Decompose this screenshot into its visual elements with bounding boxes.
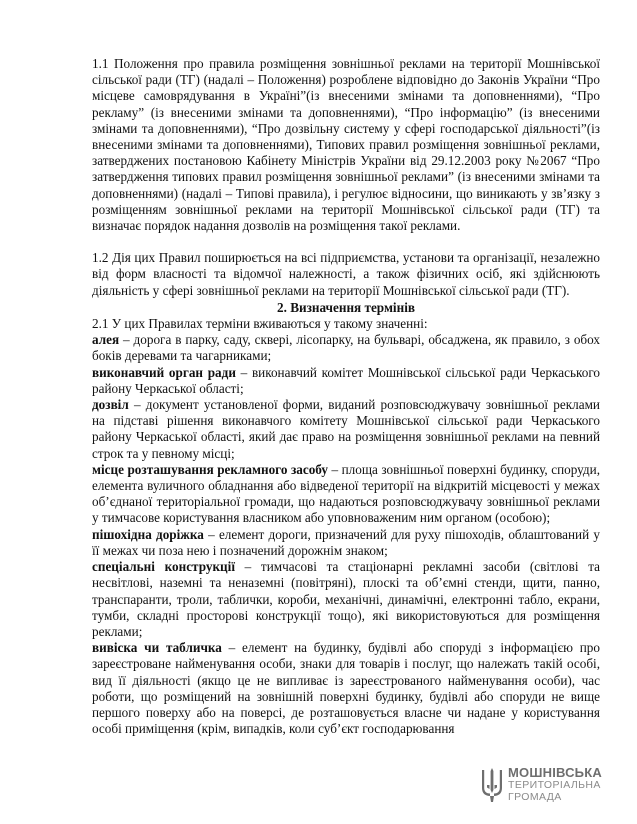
definition-item — [92, 640, 600, 737]
definition-item — [92, 462, 600, 527]
definition-term: місце розташування рекламного засобу — [92, 461, 328, 477]
document-page — [92, 56, 600, 737]
logo-subtitle-line-1: ТЕРИТОРІАЛЬНА — [508, 779, 601, 791]
community-logo — [480, 757, 630, 813]
section-2-heading: 2. Визначення термінів — [277, 299, 415, 315]
trident-emblem-icon — [480, 766, 504, 804]
paragraph-2-1: 2.1 У цих Правилах терміни вживаються у такому значенні: — [92, 316, 428, 332]
logo-text — [508, 767, 602, 803]
definition-term: алея — [92, 332, 120, 348]
definition-text: – документ установленої форми, виданий розповсюджувачу зовнішньої реклами на підставі рішення виконавчого комітету Мошнівської сільської ради Черкаського району Черкаської області, який дає право на розміщення зовнішньої реклами на певний строк та у певному місці; — [92, 397, 600, 461]
definition-item — [92, 559, 600, 640]
logo-subtitle-line-2: ГРОМАДА — [508, 791, 562, 803]
definition-item — [92, 332, 600, 364]
definition-term: дозвіл — [92, 397, 129, 413]
definition-text: – елемент дороги, призначений для руху пішоходів, облаштований у її межах чи поза нею і позначений дорожнім знаком; — [92, 526, 600, 558]
definition-text: – площа зовнішньої поверхні будинку, споруди, елемента вуличного обладнання або відведеної території на відкритій місцевості у межах об’єднаної територіальної громади, що надаються розповсюджувачу зовнішньої реклами у тимчасове користування власником або уповноваженим ним органом (особою); — [92, 461, 600, 526]
paragraph-1-1: 1.1 Положення про правила розміщення зовнішньої реклами на території Мошнівської сільської ради (ТГ) (надалі – Положення) розроблене відповідно до Законів України “Про місцеве самоврядування в Україні”(із внесеними змінами та доповненнями), “Про рекламу” (із внесеними змінами та доповненнями), “Про інформацію” (із внесеними змінами та доповненнями), “Про дозвільну систему у сфері господарської діяльності”(із внесеними змінами та доповненнями), Типових правил розміщення зовнішньої реклами, затверджених постановою Кабінету Міністрів України від 29.12.2003 року №2067 “Про затвердження типових правил розміщення зовнішньої реклами” (із внесеними змінами та доповненнями) (надалі – Типові правила), і регулює відносини, що виникають у зв’язку з розміщенням зовнішньої реклами на території Мошнівської сільської ради (ТГ) та визначає порядок надання дозволів на розміщення такої реклами. — [92, 56, 600, 234]
definition-item — [92, 397, 600, 462]
definition-text: – елемент на будинку, будівлі або споруді з інформацією про зареєстроване найменування особи, знаки для товарів і послуг, що належать такій особі, вид її діяльності (якщо це не випливає із зареєстрованого найменування особи), час роботи, що розміщений на зовнішній поверхні будинку, будівлі або споруди не вище першого поверху або на поверсі, де розташовується власне чи надане у користування особі приміщення (крім, випадків, коли суб’єкт господарювання — [92, 640, 600, 737]
definition-term: вивіска чи табличка — [92, 640, 222, 656]
definition-term: спеціальні конструкції — [92, 559, 235, 575]
definition-text: – тимчасові та стаціонарні рекламні засоби (світлові та несвітлові, наземні та неназемні (повітряні), плоскі та об’ємні стенди, щити, панно, транспаранти, троли, таблички, короби, механічні, динамічні, електронні табло, екрани, тумби, складні просторові конструкції тощо), які використовуються для розміщення реклами; — [92, 559, 600, 639]
definition-text: – виконавчий комітет Мошнівської сільської ради Черкаського району Черкаської області; — [92, 364, 600, 396]
definition-item — [92, 365, 600, 397]
definition-item — [92, 527, 600, 559]
definition-term: пішохідна доріжка — [92, 526, 204, 542]
logo-title: МОШНІВСЬКА — [508, 765, 602, 780]
definition-text: – дорога в парку, саду, сквері, лісопарку, на бульварі, обсаджена, як правило, з обох боків деревами та чагарниками; — [92, 332, 600, 364]
definition-term: виконавчий орган ради — [92, 364, 236, 380]
paragraph-1-2: 1.2 Дія цих Правил поширюється на всі підприємства, установи та організації, незалежно від форм власності та відомчої належності, а також фізичних осіб, які здійснюють діяльність у сфері зовнішньої реклами на території Мошнівської сільської ради (ТГ). — [92, 250, 600, 298]
